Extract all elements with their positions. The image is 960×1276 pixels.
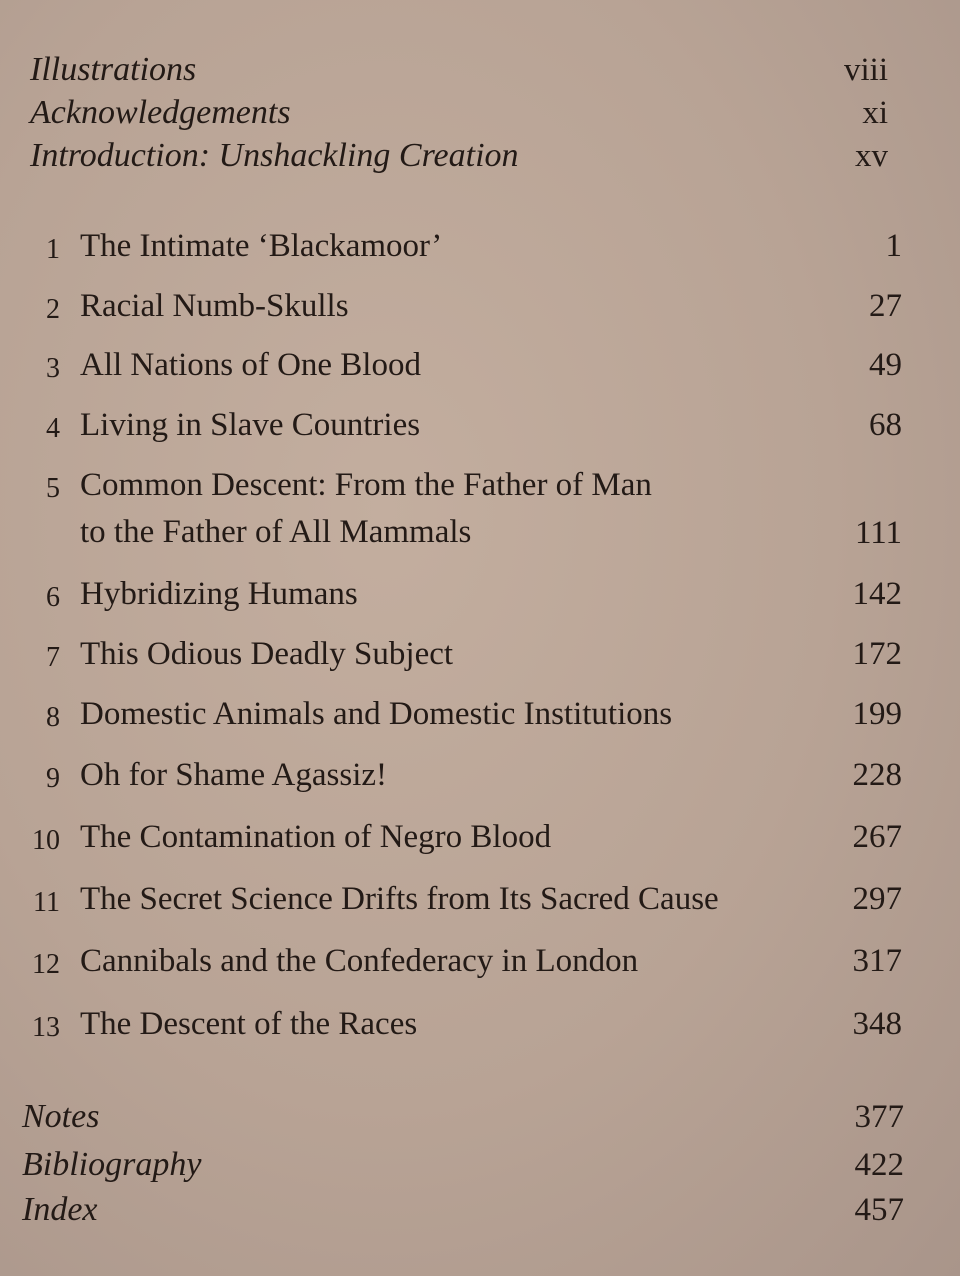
chapter-title-line2: to the Father of All Mammals — [80, 514, 472, 550]
chapter-page: 111 — [854, 515, 902, 551]
chapter-number: 12 — [32, 949, 60, 980]
chapter-number: 6 — [46, 582, 60, 613]
toc-entry-acknowledgements — [0, 93, 960, 133]
chapter-page: 228 — [852, 757, 902, 793]
toc-chapter-1 — [0, 226, 960, 266]
chapter-title — [80, 462, 652, 556]
entry-title: Bibliography — [22, 1146, 202, 1183]
chapter-title: The Secret Science Drifts from Its Sacred Cause — [80, 881, 719, 917]
chapter-number: 10 — [32, 825, 60, 856]
toc-chapter-7 — [0, 634, 960, 674]
chapter-title: Racial Numb-Skulls — [80, 288, 349, 324]
entry-page: xv — [855, 138, 888, 174]
entry-page: 422 — [854, 1147, 904, 1183]
entry-title: Notes — [22, 1098, 100, 1135]
toc-entry-introduction — [0, 136, 960, 176]
chapter-page: 267 — [852, 819, 902, 855]
toc-chapter-12 — [0, 941, 960, 981]
toc-entry-notes — [0, 1097, 960, 1137]
chapter-page: 27 — [869, 288, 902, 324]
entry-page: 457 — [854, 1192, 904, 1228]
chapter-number: 4 — [46, 413, 60, 444]
chapter-title: Cannibals and the Confederacy in London — [80, 943, 639, 979]
entry-page: viii — [843, 52, 888, 88]
entry-title: Acknowledgements — [30, 94, 291, 131]
chapter-number: 13 — [32, 1012, 60, 1043]
toc-chapter-2 — [0, 286, 960, 326]
chapter-title-line1: Common Descent: From the Father of Man — [80, 467, 652, 503]
entry-title: Introduction: Unshackling Creation — [30, 137, 519, 174]
chapter-title: Living in Slave Countries — [80, 407, 421, 443]
toc-chapter-4 — [0, 405, 960, 445]
chapter-page: 199 — [852, 696, 902, 732]
chapter-title: All Nations of One Blood — [80, 347, 421, 383]
chapter-title: The Descent of the Races — [80, 1006, 418, 1042]
chapter-page: 1 — [885, 228, 902, 264]
chapter-page: 49 — [869, 347, 902, 383]
chapter-title: Oh for Shame Agassiz! — [80, 757, 388, 793]
chapter-number: 5 — [46, 473, 60, 504]
toc-chapter-11 — [0, 879, 960, 919]
entry-page: xi — [862, 95, 888, 131]
chapter-page: 68 — [869, 407, 902, 443]
toc-entry-index — [0, 1190, 960, 1230]
chapter-page: 348 — [852, 1006, 902, 1042]
chapter-page: 172 — [852, 636, 902, 672]
chapter-page: 142 — [852, 576, 902, 612]
chapter-page: 317 — [852, 943, 902, 979]
toc-chapter-8 — [0, 694, 960, 734]
chapter-page: 297 — [852, 881, 902, 917]
toc-chapter-9 — [0, 755, 960, 795]
chapter-title: This Odious Deadly Subject — [80, 636, 454, 672]
entry-title: Index — [22, 1191, 98, 1228]
toc-chapter-13 — [0, 1004, 960, 1044]
toc-entry-illustrations — [0, 50, 960, 90]
entry-page: 377 — [854, 1099, 904, 1135]
chapter-number: 1 — [46, 234, 60, 265]
chapter-number: 8 — [46, 702, 60, 733]
chapter-number: 7 — [46, 642, 60, 673]
toc-entry-bibliography — [0, 1145, 960, 1185]
toc-chapter-3 — [0, 345, 960, 385]
chapter-title: Domestic Animals and Domestic Institutions — [80, 696, 673, 732]
toc-chapter-6 — [0, 574, 960, 614]
chapter-number: 3 — [46, 353, 60, 384]
entry-title: Illustrations — [30, 51, 197, 88]
toc-chapter-5 — [0, 465, 960, 555]
chapter-title: The Contamination of Negro Blood — [80, 819, 552, 855]
chapter-number: 11 — [33, 887, 60, 918]
chapter-title: The Intimate ‘Blackamoor’ — [80, 228, 443, 264]
toc-chapter-10 — [0, 817, 960, 857]
chapter-title: Hybridizing Humans — [80, 576, 358, 612]
chapter-number: 2 — [46, 294, 60, 325]
chapter-number: 9 — [46, 763, 60, 794]
